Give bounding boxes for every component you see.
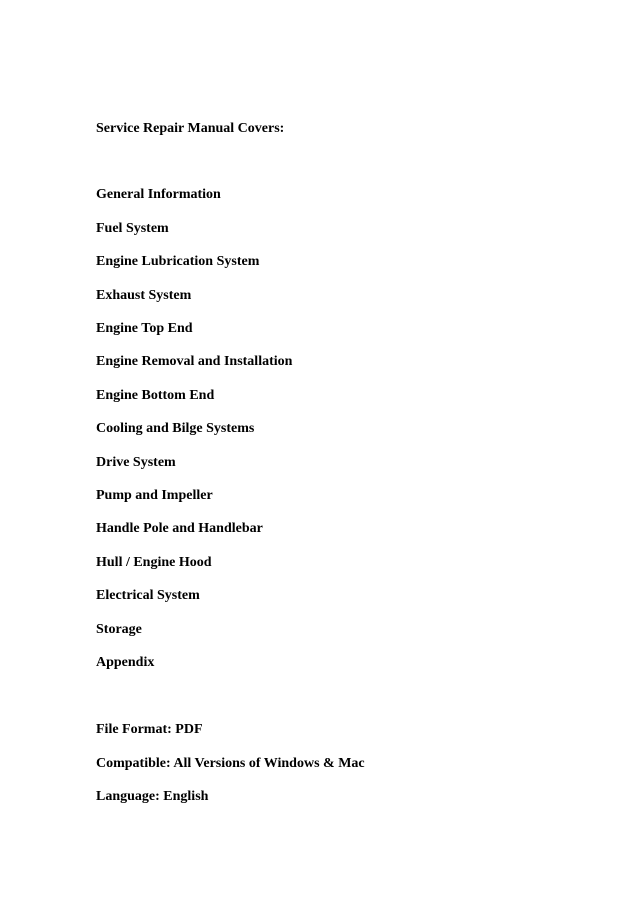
file-format-info: File Format: PDF [96, 722, 203, 737]
language-info: Language: English [96, 789, 209, 804]
section-item: Hull / Engine Hood [96, 555, 212, 570]
section-item: Drive System [96, 455, 176, 470]
section-item: General Information [96, 187, 221, 202]
section-item: Engine Bottom End [96, 388, 215, 403]
document-heading: Service Repair Manual Covers: [96, 121, 285, 136]
compatibility-info: Compatible: All Versions of Windows & Mac [96, 756, 365, 771]
section-item: Pump and Impeller [96, 488, 213, 503]
section-item: Handle Pole and Handlebar [96, 521, 263, 536]
section-item: Engine Top End [96, 321, 193, 336]
section-item: Storage [96, 622, 142, 637]
section-item: Engine Lubrication System [96, 254, 260, 269]
section-item: Fuel System [96, 221, 169, 236]
section-item: Electrical System [96, 588, 200, 603]
section-item: Cooling and Bilge Systems [96, 421, 255, 436]
section-item: Appendix [96, 655, 155, 670]
section-item: Engine Removal and Installation [96, 354, 293, 369]
section-item: Exhaust System [96, 288, 192, 303]
